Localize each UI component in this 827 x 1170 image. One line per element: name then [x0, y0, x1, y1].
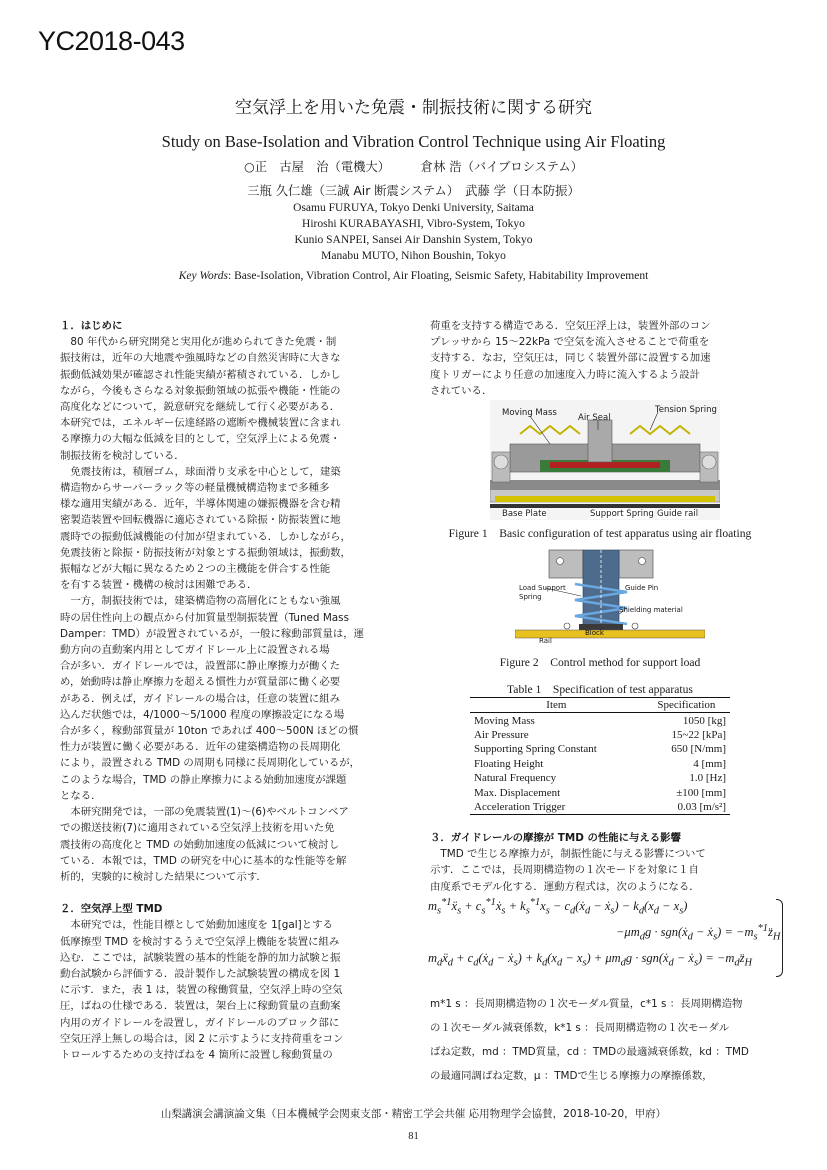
section-heading: １．はじめに: [60, 320, 123, 332]
paragraph-line: る摩擦力の大幅な低減を目的として，空気浮上による免震・: [60, 433, 341, 446]
paragraph-line: 動台試験から評価する．設計製作した試験装置の構成を図 1: [60, 967, 341, 980]
equation-2: $m_dẍ_d$ + $c_d(ẋ_d$ − ẋ$_s$) + $k_d(x_d - x_s) + \mu m_dg$ · sgn(ẋ$_d$ − ẋ$_s$) = $-m_dz̈_H$: [428, 951, 752, 969]
table-cell-spec: 1.0 [Hz]: [689, 772, 726, 785]
table-cell-spec: 650 [N/mm]: [671, 743, 726, 756]
paragraph-line: を有する装置・機構の検討は困難である．: [60, 579, 258, 592]
table-cell-item: Natural Frequency: [474, 772, 557, 785]
spec-table: [470, 697, 730, 815]
paragraph-line: 圧，ばねの仕様である．装置は，架台上に稼動質量の直動案: [60, 1000, 341, 1013]
paragraph-line: ながら，今後もさらなる対象振動領域の拡張や機能・性能の: [60, 384, 341, 397]
paragraph-line: 込んだ状態では，4/1000～5/1000 程度の摩擦設定になる場: [60, 708, 345, 721]
paragraph-line: となる．: [60, 789, 102, 802]
table-1-caption: Table 1 Specification of test apparatus: [507, 683, 693, 696]
paragraph-line: 制振技術を検討している．: [60, 449, 185, 462]
keywords-text: : Base-Isolation, Vibration Control, Air Floating, Seismic Safety, Habitability Improvement: [228, 270, 649, 282]
paragraph-line: 示す．ここでは，長周期構造物の１次モードを対象に１自: [430, 864, 699, 877]
paragraph-line: Damper：TMD）が設置されているが，一般に稼動部質量は，運: [60, 627, 365, 640]
table-header-spec: Specification: [643, 698, 730, 713]
table-1: [470, 697, 730, 815]
figure-2: [515, 548, 705, 644]
table-cell-spec: ±100 [mm]: [676, 786, 726, 799]
paragraph-line: プレッサから 15～22kPa で空気を流入させることで荷重を: [430, 336, 710, 349]
paragraph-line: 震技術の高度化と TMD の始動加速度の低減について検討し: [60, 838, 340, 851]
paragraph-line: 本研究では，性能目標として始動加速度を 1[gal]とする: [60, 919, 333, 932]
section-3: [430, 830, 775, 895]
paragraph-line: 内用のガイドレールを設置し，ガイドレールのブロック部に: [60, 1016, 340, 1029]
symbol-definitions: [430, 992, 775, 1088]
affiliation-4: Manabu MUTO, Nihon Boushin, Tokyo: [321, 250, 506, 262]
right-column-intro: [430, 318, 770, 399]
paragraph-line: 振幅などが大幅に異なるため２つの主機能を併合する性能: [60, 563, 331, 576]
table-row: [470, 757, 730, 771]
label-tension-spring: Tension Spring: [655, 405, 717, 415]
paragraph-line: 本研究では，エネルギー伝達経路の遮断や機械装置に含まれ: [60, 417, 341, 430]
paragraph-line: 一方，制振技術では，建築構造物の高層化にともない強風: [60, 595, 341, 608]
paragraph-line: 本研究開発では，一部の免震装置(1)～(6)やベルトコンベア: [60, 806, 349, 819]
table-cell-item: Max. Displacement: [474, 786, 561, 799]
table-row: [470, 785, 730, 799]
paragraph-line: 動方向の直動案内用としてガイドレール上に設置される場: [60, 644, 330, 657]
table-row: [470, 713, 730, 728]
section-3-body: [430, 846, 775, 895]
equation-1b: $-\mu m_dg$ · sgn(ẋ$_d$ − ẋ$_s$) = $-m_s^{*1}z̈_H$: [616, 923, 781, 943]
paragraph-line: 時の居住性向上の観点から付加質量型制振装置（Tuned Mass: [60, 611, 349, 624]
paragraph-line: TMD で生じる摩擦力が，制振性能に与える影響について: [430, 848, 706, 861]
label-load-support: Load Support: [519, 584, 566, 592]
label-rail: Rail: [539, 637, 552, 645]
definition-line: ばね定数，md ：TMD質量，cd ：TMDの最適減衰係数，kd ：TMD: [430, 1046, 749, 1058]
paragraph-line: 合が多い．ガイドレールでは，設置部に静止摩擦力が働くた: [60, 660, 341, 673]
table-cell-item: Supporting Spring Constant: [474, 743, 597, 756]
title-english: Study on Base-Isolation and Vibration Control Technique using Air Floating: [161, 132, 666, 151]
label-moving-mass: Moving Mass: [502, 408, 557, 418]
paragraph-line: このような場合，TMD の静止摩擦力による始動加速度が課題: [60, 773, 347, 786]
table-row: [470, 800, 730, 815]
paragraph-line: に示す．また，表 1 は，装置の稼働質量，空気浮上時の空気: [60, 984, 343, 997]
equation-brace: [776, 899, 783, 977]
paragraph-line: トロールするための支持ばねを 4 箇所に設置し稼動質量の: [60, 1048, 333, 1061]
table-row: [470, 742, 730, 756]
label-shielding-material: Shielding material: [619, 606, 683, 614]
table-row: [470, 728, 730, 742]
paragraph-line: 空気圧浮上無しの場合は，図 2 に示すように支持荷重をコン: [60, 1032, 344, 1045]
table-cell-spec: 0.03 [m/s²]: [643, 800, 730, 815]
table-cell-item: Moving Mass: [474, 714, 535, 727]
affiliation-1: Osamu FURUYA, Tokyo Denki University, Saitama: [293, 202, 534, 214]
paragraph-line: 免震技術は，積層ゴム，球面滑り支承を中心として，建築: [60, 465, 341, 478]
footer: 山梨講演会講演論文集（日本機械学会関東支部・精密工学会共催 応用物理学会協賛，2018-10-20，甲府）: [160, 1108, 667, 1120]
label-base-plate: Base Plate: [502, 509, 547, 519]
paragraph-line: ている．本報では，TMD の研究を中心に基本的な性能等を解: [60, 854, 347, 867]
paragraph-line: されている．: [430, 384, 493, 397]
section-heading: ２．空気浮上型 TMD: [60, 903, 163, 916]
figure-2-drawing: [515, 548, 705, 644]
paragraph-line: 支持する．なお，空気圧は，同じく装置外部に設置する加速: [430, 352, 711, 365]
paragraph-line: 性力が装置に働く必要がある．近年の建築構造物の長周期化: [60, 741, 341, 754]
paragraph-line: 荷重を支持する構造である．空気圧浮上は，装置外部のコン: [430, 320, 711, 332]
paragraph-line: 合が多く，稼動部質量が 10ton であれば 400～500N ほどの慣: [60, 725, 359, 738]
table-row: [470, 771, 730, 785]
paragraph-line: 度トリガーにより任意の加速度入力時に流入するよう設計: [430, 368, 701, 381]
table-cell-item: Acceleration Trigger: [470, 800, 643, 815]
keywords: [0, 270, 827, 282]
definition-line: の最適同調ばね定数，μ ：TMDで生じる摩擦力の摩擦係数，: [430, 1070, 713, 1082]
paragraph-line: 振動低減効果が確認され性能実績が蓄積されている．しかし: [60, 368, 341, 381]
paragraph-line: 高度化などについて，鋭意研究を継続して行く必要がある．: [60, 401, 341, 414]
authors-row-1: ○正 古屋 治（電機大） 倉林 浩（バイブロシステム）: [244, 160, 583, 174]
paragraph-line: がある．例えば，ガイドレールの場合は，任意の装置に組み: [60, 692, 341, 705]
equation-1a: $m_s^{*1}ẍ_s$ + $c_s^{*1}ẋ_s + k_s^{*1}x_s$ − $c_d(ẋ_d$ − ẋ$_s$) − $k_d(x_d - x_s)$: [428, 897, 688, 917]
paragraph-line: 免震技術と除振・防振技術が対象とする振動領域は，振動数，: [60, 546, 351, 559]
paragraph-line: 構造物からサーバーラック等の軽量機械構造物まで多種多: [60, 482, 330, 495]
paragraph-line: 低摩擦型 TMD を検討するうえで空気浮上機能を装置に組み: [60, 935, 340, 948]
affiliation-2: Hiroshi KURABAYASHI, Vibro-System, Tokyo: [302, 218, 525, 230]
table-cell-spec: 1050 [kg]: [682, 714, 726, 727]
paragraph-line: により，設置される TMD の周期も同様に長周期化しているが，: [60, 757, 361, 770]
paragraph-line: での搬送技術(7)に適用されている空気浮上技術を用いた免: [60, 822, 335, 835]
paragraph-line: 由度系でモデル化する．運動方程式は，次のようになる．: [430, 880, 700, 893]
table-header-item: Item: [470, 698, 643, 713]
authors-row-2: 三瓶 久仁雄（三誠 Air 断震システム） 武藤 学（日本防振）: [247, 184, 580, 198]
definition-line: の１次モーダル減衰係数，k*1 s ：長周期構造物の１次モーダル: [430, 1022, 730, 1034]
label-spring: Spring: [519, 593, 542, 601]
paragraph-line: 様な適用実績がある．近年，半導体関連の嫌振機器を含む精: [60, 498, 341, 511]
table-cell-item: Air Pressure: [474, 728, 529, 741]
table-cell-item: Floating Height: [474, 757, 544, 770]
paragraph-line: 震時での振動低減機能の付加が望まれている．しかしながら，: [60, 530, 351, 543]
label-guide-rail: Guide rail: [657, 509, 699, 519]
paragraph-line: 込む．ここでは，試験装置の基本的性能を静的加力試験と振: [60, 951, 341, 964]
equations: [426, 897, 786, 979]
label-guide-pin: Guide Pin: [625, 584, 659, 592]
paper-id: YC2018-043: [38, 26, 185, 56]
paragraph-line: め，始動時は静止摩擦力を超える慣性力が質量部に働く必要: [60, 676, 341, 689]
paragraph-line: 振技術は，近年の大地震や強風時などの自然災害時に大きな: [60, 352, 341, 365]
section-3-heading: ３．ガイドレールの摩擦が TMD の性能に与える影響: [430, 832, 681, 844]
paragraph-line: 密製造装置や回転機器に適応されている除振・防振装置に地: [60, 514, 341, 527]
table-cell-spec: 15~22 [kPa]: [671, 728, 726, 741]
page-number: 81: [408, 1131, 419, 1142]
table-cell-spec: 4 [mm]: [693, 757, 726, 770]
paragraph-line: 80 年代から研究開発と実用化が進められてきた免震・制: [60, 336, 337, 349]
title-japanese: 空気浮上を用いた免震・制振技術に関する研究: [235, 98, 592, 118]
label-air-seal: Air Seal: [578, 413, 611, 423]
left-column: [60, 318, 400, 1063]
affiliation-3: Kunio SANPEI, Sansei Air Danshin System, Tokyo: [294, 234, 533, 246]
figure-2-caption: Figure 2 Control method for support load: [499, 656, 701, 669]
label-block: Block: [585, 629, 604, 637]
keywords-label: Key Words: [178, 270, 229, 282]
definition-line: m*1 s ：長周期構造物の１次モーダル質量，c*1 s ：長周期構造物: [430, 998, 743, 1010]
figure-1: [490, 400, 720, 520]
figure-1-caption: Figure 1 Basic configuration of test apparatus using air floating: [448, 527, 752, 540]
paragraph-line: 析的，実験的に検討した結果について示す．: [60, 870, 267, 883]
label-support-spring: Support Spring: [590, 509, 654, 519]
spacer: [60, 885, 400, 901]
